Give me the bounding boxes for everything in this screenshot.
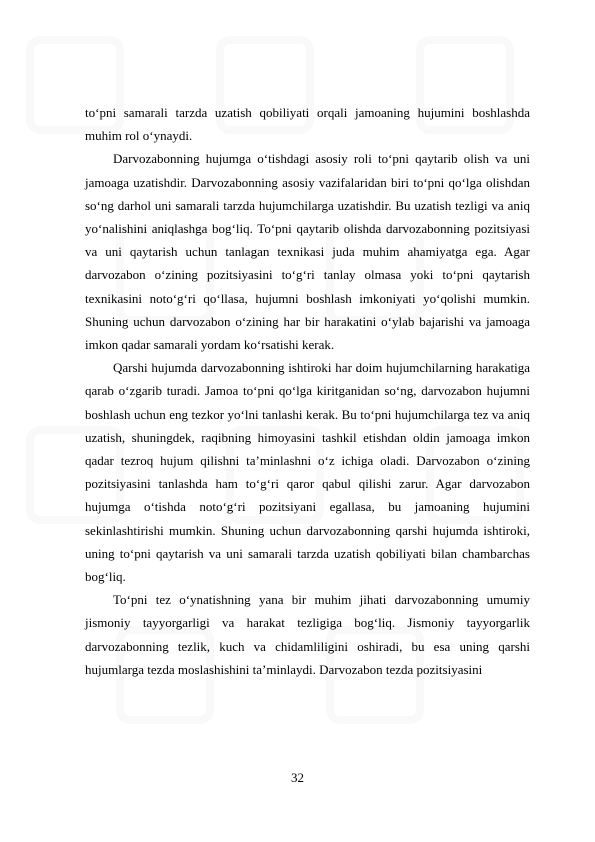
paragraph: Qarshi hujumda darvozabonning ishtiroki har doim hujumchilarning harakatiga qarab o‘zgarib turadi. Jamoa to‘pni qo‘lga kiritganidan so‘ng, darvozabon hujumni boshlash uchun eng tezkor yo‘lni tanlashi kerak. Bu to‘pni hujumchilarga tez va aniq uzatish, shuningdek, raqibning himoyasini tashkil etishdan oldin jamoaga imkon qadar tezroq hujum qilishni ta’minlashni o‘z ichiga oladi. Darvozabon o‘zining pozitsiyasini tanlashda ham to‘g‘ri qaror qabul qilishi zarur. Agar darvozabon hujumga o‘tishda noto‘g‘ri pozitsiyani egallasa, bu jamoaning hujumini sekinlashtirishi mumkin. Shuning uchun darvozabonning qarshi hujumda ishtiroki, uning to‘pni qaytarish va uni samarali tarzda uzatish qobiliyati bilan chambarchas bog‘liq. <box>85 360 530 585</box>
page-number: 32 <box>291 770 304 785</box>
document-body <box>85 101 530 681</box>
paragraph: To‘pni tez o‘ynatishning yana bir muhim jihati darvozabonning umumiy jismoniy tayyorgarligi va harakat tezligiga bog‘liq. Jismoniy tayyorgarlik darvozabonning tezlik, kuch va chidamliligini oshiradi, bu esa uning qarshi hujumlarga tezda moslashishini ta’minlaydi. Darvozabon tezda pozitsiyasini <box>85 592 530 677</box>
paragraph-continuation: to‘pni samarali tarzda uzatish qobiliyati orqali jamoaning hujumini boshlashda muhim rol o‘ynaydi. <box>85 105 530 144</box>
paragraph: Darvozabonning hujumga o‘tishdagi asosiy roli to‘pni qaytarib olish va uni jamoaga uzatishdir. Darvozabonning asosiy vazifalaridan biri to‘pni qo‘lga olishdan so‘ng darhol uni samarali tarzda hujumchilarga uzatishdir. Bu uzatish tezligi va aniq yo‘nalishini aniqlashga bog‘liq. To‘pni qaytarib olishda darvozabonning pozitsiyasi va uni qaytarish uchun tanlagan texnikasi juda muhim ahamiyatga ega. Agar darvozabon o‘zining pozitsiyasini to‘g‘ri tanlay olmasa yoki to‘pni qaytarish texnikasini noto‘g‘ri qo‘llasa, hujumni boshlash imkoniyati yo‘qolishi mumkin. Shuning uchun darvozabon o‘zining har bir harakatini o‘ylab bajarishi va jamoaga imkon qadar samarali yordam ko‘rsatishi kerak. <box>85 151 530 353</box>
